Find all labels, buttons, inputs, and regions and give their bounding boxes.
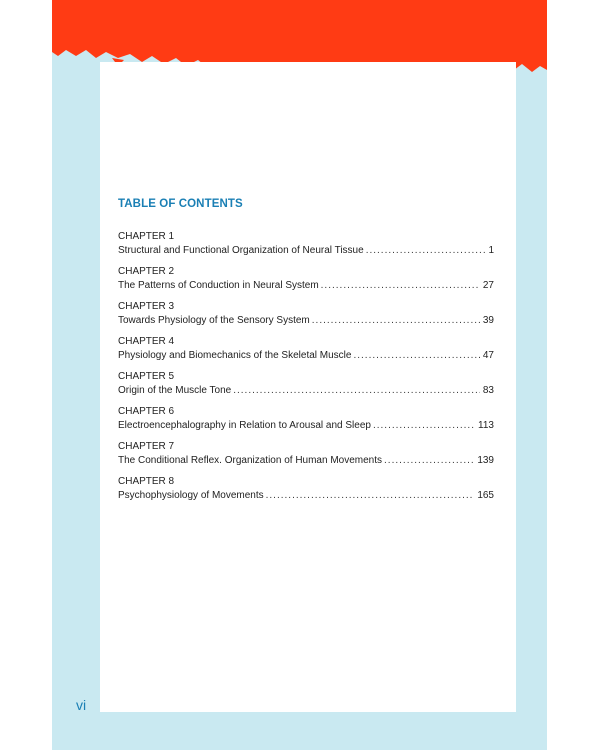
page-number: 165 [477,489,494,501]
page-number: 27 [482,279,494,291]
toc-list [118,230,494,510]
page-number: 113 [478,419,494,431]
dot-leader [321,279,480,293]
page-number: 139 [477,454,494,466]
chapter-title: Physiology and Biomechanics of the Skeletal Muscle [118,349,352,361]
chapter-title: The Patterns of Conduction in Neural System [118,279,319,291]
toc-entry-chapter-1 [118,230,494,265]
chapter-title: Psychophysiology of Movements [118,489,264,501]
chapter-label: CHAPTER 7 [118,441,175,452]
chapter-label: CHAPTER 3 [118,301,175,312]
chapter-line [118,454,494,468]
dot-leader [353,349,479,363]
dot-leader [373,419,475,433]
dot-leader [366,244,486,258]
chapter-label: CHAPTER 8 [118,476,175,487]
toc-entry-chapter-6 [118,405,494,440]
toc-entry-chapter-7 [118,440,494,475]
chapter-line [118,279,494,293]
chapter-title: Structural and Functional Organization of Neural Tissue [118,244,364,256]
dot-leader [233,384,480,398]
dot-leader [312,314,480,328]
chapter-line [118,244,494,258]
chapter-line [118,314,494,328]
dot-leader [266,489,475,503]
chapter-label: CHAPTER 6 [118,406,175,417]
chapter-label: CHAPTER 4 [118,336,175,347]
chapter-title: Origin of the Muscle Tone [118,384,232,396]
page-number: 1 [488,244,494,256]
chapter-title: Electroencephalography in Relation to Arousal and Sleep [118,419,371,431]
chapter-line [118,419,494,433]
toc-heading: TABLE OF CONTENTS [118,198,243,210]
chapter-label: CHAPTER 1 [118,231,175,242]
chapter-line [118,384,494,398]
page-number: 83 [482,384,494,396]
chapter-title: Towards Physiology of the Sensory System [118,314,310,326]
chapter-line [118,489,494,503]
toc-entry-chapter-2 [118,265,494,300]
toc-entry-chapter-5 [118,370,494,405]
toc-entry-chapter-3 [118,300,494,335]
page-number: 47 [482,349,494,361]
dot-leader [384,454,474,468]
chapter-line [118,349,494,363]
toc-entry-chapter-8 [118,475,494,510]
page-folio: vi [76,697,87,713]
chapter-label: CHAPTER 2 [118,266,175,277]
page-number: 39 [482,314,494,326]
toc-entry-chapter-4 [118,335,494,370]
chapter-label: CHAPTER 5 [118,371,175,382]
chapter-title: The Conditional Reflex. Organization of Human Movements [118,454,383,466]
